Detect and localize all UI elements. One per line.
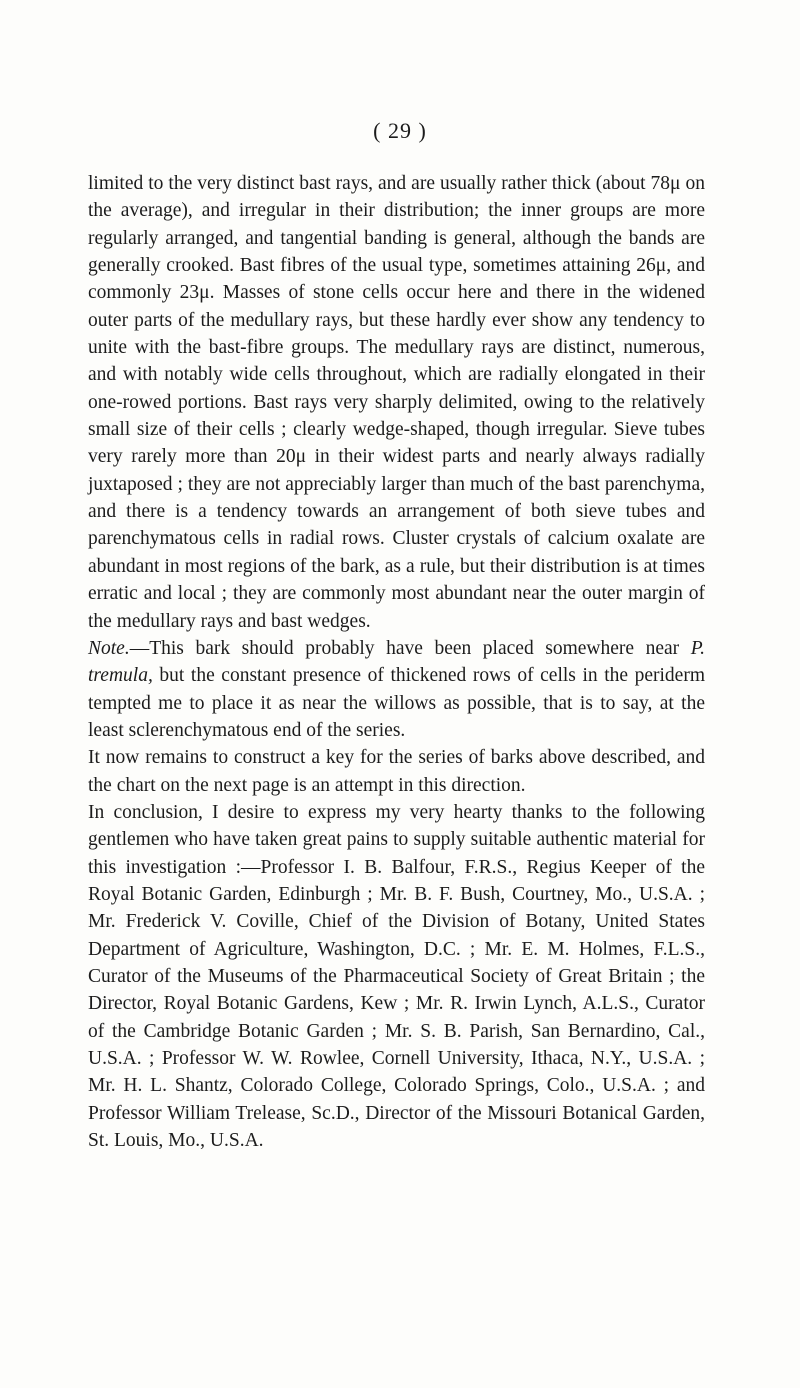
paragraph-text: —This bark should probably have been placed somewhere near: [129, 637, 691, 659]
paragraph-text: but the constant presence of thickened rows of cells in the periderm tempted me to place it as near the willows as possible, that is to say, at the least sclerenchymatous end of the series.: [88, 665, 705, 741]
paragraph-text: It now remains to construct a key for the series of barks above described, and the chart on the next page is an attempt in this direction.: [88, 747, 705, 796]
paragraph-text: In conclusion, I desire to express my very hearty thanks to the following gentlemen who have taken great pains to supply suitable authentic material for this investigation :—Professor I. B. Balfour, F.R.S., Regius Keeper of the Royal Botanic Garden, Edinburgh ; Mr. B. F. Bush, Courtney, Mo., U.S.A. ; Mr. Frederick V. Coville, Chief of the Division of Botany, United States Department of Agriculture, Washington, D.C. ; Mr. E. M. Holmes, F.L.S., Curator of the Museums of the Pharmaceutical Society of Great Britain ; the Director, Royal Botanic Gardens, Kew ; Mr. R. Irwin Lynch, A.L.S., Curator of the Cambridge Botanic Garden ; Mr. S. B. Parish, San Bernardino, Cal., U.S.A. ; Professor W. W. Rowlee, Cornell University, Ithaca, N.Y., U.S.A. ; Mr. H. L. Shantz, Colorado College, Colorado Springs, Colo., U.S.A. ; and Professor William Trelease, Sc.D., Director of the Missouri Botanical Garden, St. Louis, Mo., U.S.A.: [88, 801, 705, 1152]
paragraph-note: [88, 635, 705, 744]
body-text: [88, 170, 705, 1154]
page-number: ( 29 ): [373, 118, 427, 143]
paragraph-text: limited to the very distinct bast rays, and are usually rather thick (about 78μ on the average), and irregular in their distribution; the inner groups are more regularly arranged, and tangential banding is general, although the bands are generally crooked. Bast fibres of the usual type, sometimes attaining 26μ, and commonly 23μ. Masses of stone cells occur here and there in the widened outer parts of the medullary rays, but these hardly ever show any tendency to unite with the bast-fibre groups. The medullary rays are distinct, numerous, and with notably wide cells throughout, which are radially elongated in their one-rowed portions. Bast rays very sharply delimited, owing to the relatively small size of their cells ; clearly wedge-shaped, though irregular. Sieve tubes very rarely more than 20μ in their widest parts and nearly always radially juxtaposed ; they are not appreciably larger than much of the bast parenchyma, and there is a tendency towards an arrangement of both sieve tubes and parenchymatous cells in radial rows. Cluster crystals of calcium oxalate are abundant in most regions of the bark, as a rule, but their distribution is at times erratic and local ; they are commonly most abundant near the outer margin of the medullary rays and bast wedges.: [88, 173, 705, 632]
note-label: Note.: [88, 637, 130, 659]
paragraph-acknowledgements: [88, 799, 705, 1154]
paragraph-bark-description: [88, 170, 705, 635]
paragraph-key: [88, 744, 705, 799]
species-name: P. tremula,: [88, 637, 705, 687]
